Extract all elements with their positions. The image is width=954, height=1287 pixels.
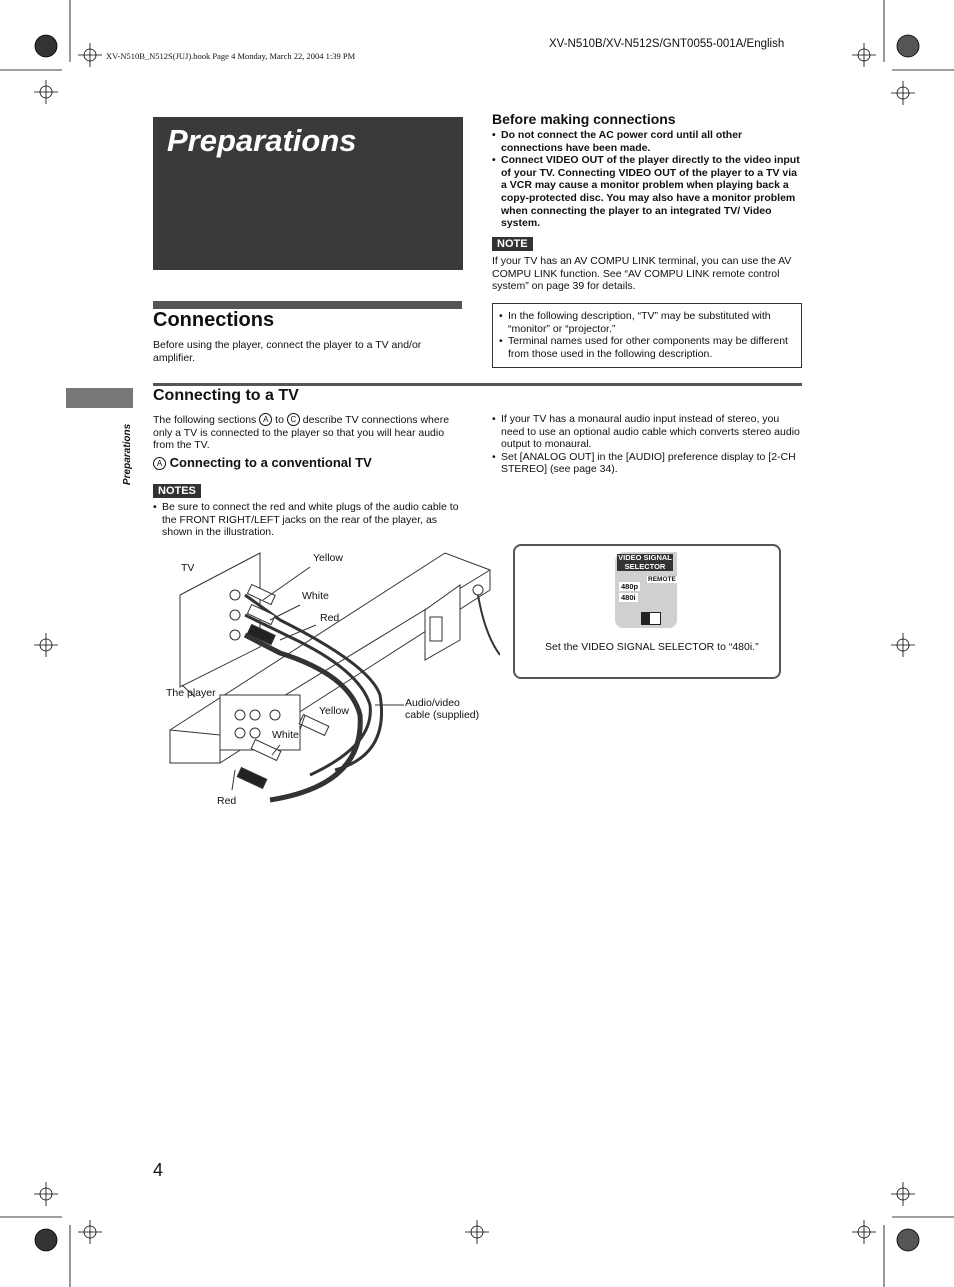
white-top-label: White [302,590,329,602]
info-bullet-2: • Terminal names used for other components may be different from those used in the following description. [499,335,795,360]
connections-intro: Before using the player, connect the player to a TV and/or amplifier. [153,339,422,364]
right-notes-list [492,413,802,476]
intro-part-1: The following sections [153,414,257,426]
connection-illustration [160,545,500,810]
intro-part-2: describe TV connections where only a TV is connected to the player so that you will hear audio from the TV. [153,414,450,452]
connections-heading: Connections [153,309,275,331]
info-box [492,303,802,368]
selector-title-1: VIDEO SIGNAL [618,553,672,562]
player-label: The player [166,687,216,699]
title-box [153,117,463,270]
info-bullet-1: • In the following description, “TV” may be substituted with “monitor” or “projector.” [499,310,795,335]
before-connections-list [492,129,802,230]
selector-callout [513,544,781,679]
right-bullet-1: • If your TV has a monaural audio input instead of stereo, you need to use an optional audio cable which converts stereo audio output to monaural. [492,413,802,451]
letter-c-icon: C [287,413,300,426]
before-bullet-1: • Do not connect the AC power cord until all other connections have been made. [492,129,802,154]
selector-title-2: SELECTOR [624,561,666,571]
connecting-tv-heading: Connecting to a TV [153,387,299,404]
letter-a-icon: A [153,457,166,470]
note-text: If your TV has an AV COMPU LINK terminal, you can use the AV COMPU LINK function. See “AV COMPU LINK remote control system” on page 39 for details. [492,255,792,293]
file-info: XV-N510B_N512S(JUJ).book Page 4 Monday, March 22, 2004 1:39 PM [106,51,356,61]
tv-section-rule [153,383,802,386]
conventional-tv-title: Connecting to a conventional TV [169,455,372,470]
connections-rule [153,301,462,309]
info-box-list [499,310,795,360]
selector-title [617,554,673,571]
selector-caption: Set the VIDEO SIGNAL SELECTOR to “480i.” [545,641,759,653]
side-tab-label: Preparations [122,423,133,485]
cable-label-2: cable (supplied) [405,709,480,721]
tv-label: TV [181,562,195,574]
intro-to: to [275,414,284,426]
before-connections-heading: Before making connections [492,111,676,127]
red-bottom-label: Red [217,795,237,807]
selector-panel [615,552,677,628]
page-number: 4 [153,1160,164,1180]
connecting-tv-intro [153,413,458,452]
letter-a-icon: A [259,413,272,426]
before-bullet-2: • Connect VIDEO OUT of the player directly to the video input of your TV. Connecting VIDEO OUT of the player to a TV via a VCR may cause a monitor problem when playing back a copy-protected disc. You may also have a monitor problem when connecting the player to an integrated TV/ Video system. [492,154,802,230]
white-bottom-label: White [272,729,299,741]
red-top-label: Red [320,612,340,624]
right-bullet-2: • Set [ANALOG OUT] in the [AUDIO] preference display to [2-CH STEREO] (see page 34). [492,451,802,476]
notes-tag: NOTES [153,484,201,498]
notes-list [153,501,463,539]
notes-bullet-1: • Be sure to connect the red and white plugs of the audio cable to the FRONT RIGHT/LEFT jacks on the rear of the player, as shown in the illustration. [153,501,463,539]
conventional-tv-heading [153,455,372,470]
selector-switch [641,612,661,625]
selector-480p: 480p [621,582,639,591]
yellow-top-label: Yellow [313,552,343,564]
page-title: Preparations [167,123,357,158]
cable-label-1: Audio/video [405,697,460,709]
yellow-bottom-label: Yellow [319,705,349,717]
selector-480i: 480i [621,593,636,602]
note-tag: NOTE [492,237,533,251]
selector-remote: REMOTE [648,576,676,583]
model-number: XV-N510B/XV-N512S/GNT0055-001A/English [549,38,785,50]
